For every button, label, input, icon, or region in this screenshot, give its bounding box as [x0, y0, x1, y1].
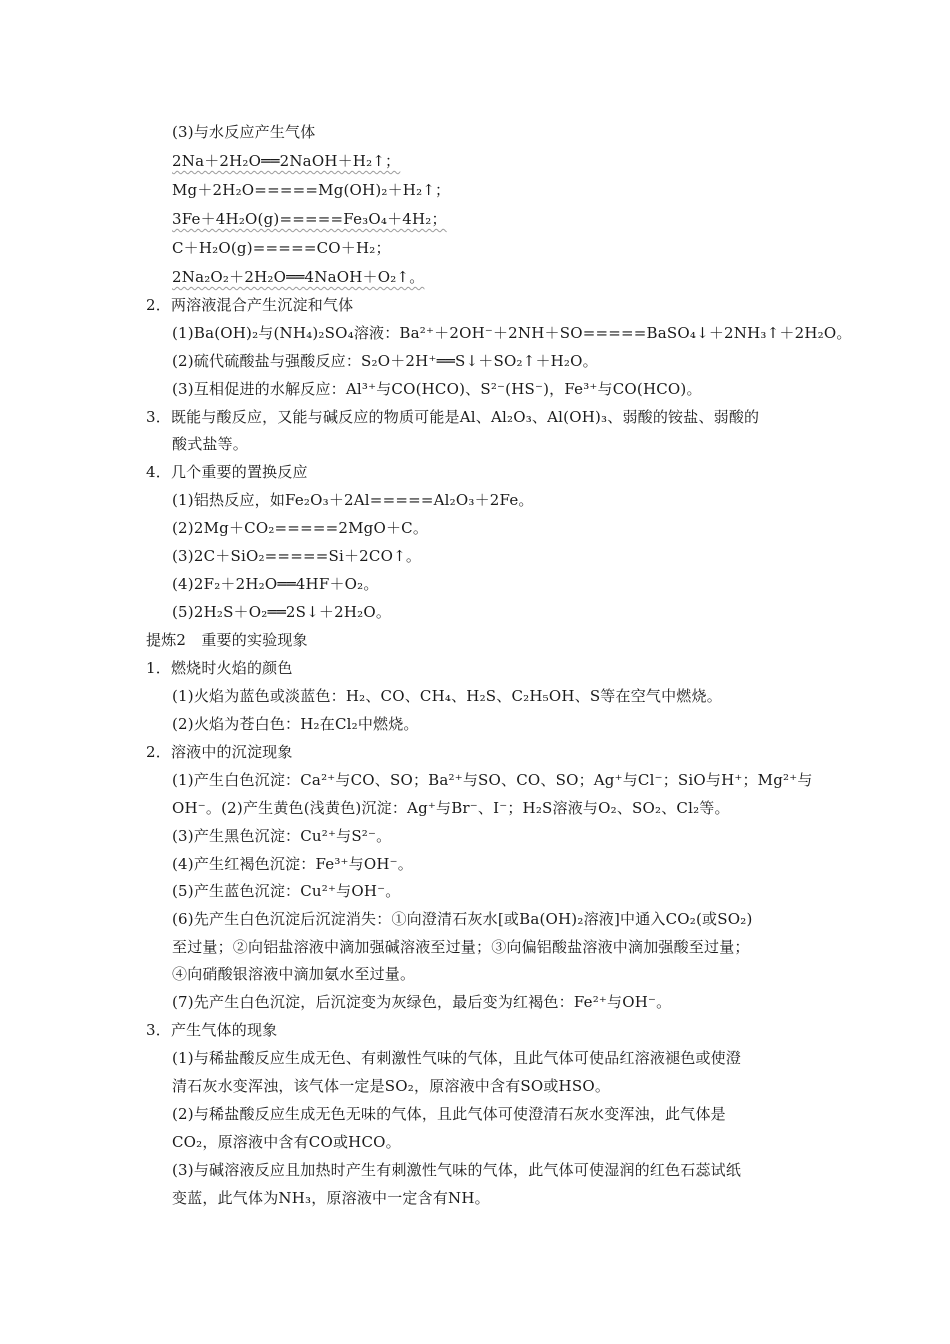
text-line: (1)Ba(OH)₂与(NH₄)₂SO₄溶液：Ba²⁺＋2OH⁻＋2NH＋SO=====BaSO₄↓＋2NH₃↑＋2H₂O。	[172, 324, 852, 342]
text-line: (4)2F₂＋2H₂O══4HF＋O₂。	[172, 575, 379, 593]
text-line: (1)与稀盐酸反应生成无色、有刺激性气味的气体，且此气体可使品红溶液褪色或使澄	[172, 1049, 742, 1067]
text-line: 3Fe＋4H₂O(g)=====Fe₃O₄＋4H₂；	[172, 210, 447, 228]
text-line: (3)互相促进的水解反应：Al³⁺与CO(HCO)、S²⁻(HS⁻)，Fe³⁺与CO(HCO)。	[172, 380, 702, 398]
text-line: (1)火焰为蓝色或淡蓝色：H₂、CO、CH₄、H₂S、C₂H₅OH、S等在空气中燃烧。	[172, 687, 722, 705]
text-line: (1)铝热反应，如Fe₂O₃＋2Al=====Al₂O₃＋2Fe。	[172, 491, 534, 509]
text-line: (6)先产生白色沉淀后沉淀消失：①向澄清石灰水[或Ba(OH)₂溶液]中通入CO₂(或SO₂)	[172, 910, 753, 928]
text-line: (5)2H₂S＋O₂══2S↓＋2H₂O。	[172, 603, 392, 621]
text-line: CO₂，原溶液中含有CO或HCO。	[172, 1133, 401, 1151]
text-line: Mg＋2H₂O=====Mg(OH)₂＋H₂↑；	[172, 181, 451, 199]
text-line: 2．溶液中的沉淀现象	[146, 743, 293, 761]
text-line: 酸式盐等。	[172, 435, 249, 453]
text-line: 至过量；②向铝盐溶液中滴加强碱溶液至过量；③向偏铝酸盐溶液中滴加强酸至过量；	[172, 938, 750, 956]
section-heading: 提炼2 重要的实验现象	[146, 631, 308, 649]
text-line: OH⁻。(2)产生黄色(浅黄色)沉淀：Ag⁺与Br⁻、I⁻；H₂S溶液与O₂、SO₂、Cl₂等。	[172, 799, 730, 817]
text-line: 2Na₂O₂＋2H₂O══4NaOH＋O₂↑。	[172, 268, 425, 286]
text-line: 变蓝，此气体为NH₃，原溶液中一定含有NH。	[172, 1189, 490, 1207]
text-line: (2)2Mg＋CO₂=====2MgO＋C。	[172, 519, 429, 537]
text-line: (3)2C＋SiO₂=====Si＋2CO↑。	[172, 547, 422, 565]
text-line: (2)火焰为苍白色：H₂在Cl₂中燃烧。	[172, 715, 419, 733]
text-line: 1．燃烧时火焰的颜色	[146, 659, 293, 677]
text-line: (2)硫代硫酸盐与强酸反应：S₂O＋2H⁺══S↓＋SO₂↑＋H₂O。	[172, 352, 598, 370]
text-line: (7)先产生白色沉淀，后沉淀变为灰绿色，最后变为红褐色：Fe²⁺与OH⁻。	[172, 993, 672, 1011]
text-line: (5)产生蓝色沉淀：Cu²⁺与OH⁻。	[172, 882, 401, 900]
text-line: 2．两溶液混合产生沉淀和气体	[146, 296, 354, 314]
text-line: 清石灰水变浑浊，该气体一定是SO₂，原溶液中含有SO或HSO。	[172, 1077, 611, 1095]
text-line: ④向硝酸银溶液中滴加氨水至过量。	[172, 965, 416, 983]
text-line: (3)与水反应产生气体	[172, 123, 316, 141]
text-line: C＋H₂O(g)=====CO＋H₂；	[172, 239, 391, 257]
text-line: (1)产生白色沉淀：Ca²⁺与CO、SO；Ba²⁺与SO、CO、SO；Ag⁺与Cl⁻；SiO与H⁺；Mg²⁺与	[172, 771, 813, 789]
text-line: (4)产生红褐色沉淀：Fe³⁺与OH⁻。	[172, 855, 413, 873]
text-line: 4．几个重要的置换反应	[146, 463, 308, 481]
text-line: (3)与碱溶液反应且加热时产生有刺激性气味的气体，此气体可使湿润的红色石蕊试纸	[172, 1161, 742, 1179]
text-line: (3)产生黑色沉淀：Cu²⁺与S²⁻。	[172, 827, 392, 845]
text-line: (2)与稀盐酸反应生成无色无味的气体，且此气体可使澄清石灰水变浑浊，此气体是	[172, 1105, 726, 1123]
text-line: 2Na＋2H₂O══2NaOH＋H₂↑；	[172, 152, 401, 170]
text-line: 3．既能与酸反应，又能与碱反应的物质可能是Al、Al₂O₃、Al(OH)₃、弱酸的铵盐、弱酸的	[146, 408, 760, 426]
text-line: 3．产生气体的现象	[146, 1021, 278, 1039]
